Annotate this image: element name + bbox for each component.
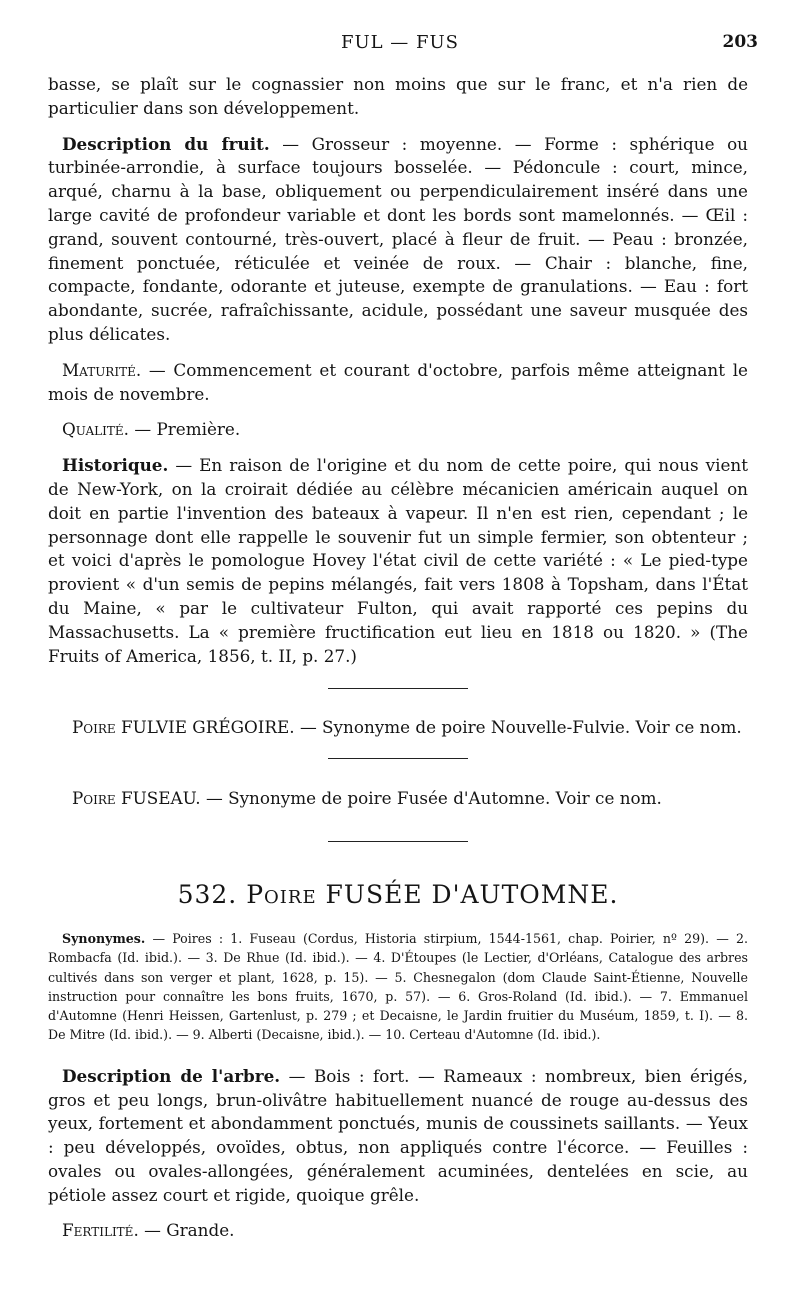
- synonymes-paragraph: [48, 929, 748, 1045]
- running-title: FUL — FUS: [340, 32, 460, 53]
- entry-prefix: Poire: [72, 717, 116, 738]
- arbre-heading: Description de l'arbre.: [62, 1065, 281, 1086]
- variety-title: [48, 880, 748, 909]
- arbre-text: — Bois : fort. — Rameaux : nombreux, bien érigés, gros et peu longs, brun-olivâtre habituellement nuancé de rouge au-dessus des yeux, fortement et abondamment ponctués, munis de coussinets saillants. — Yeux : peu développés, ovoïdes, obtus, non appliqués contre l'écorce. — Feuilles : ovales ou ovales-allongées, généralement acuminées, dentelées en scie, au pétiole assez court et rigide, quoique grêle.: [48, 1065, 748, 1205]
- historique-heading: Historique.: [62, 455, 169, 476]
- entry-name: FULVIE GRÉGOIRE.: [121, 717, 295, 738]
- fertilite-paragraph: [48, 1219, 748, 1243]
- page-number: 203: [722, 32, 758, 52]
- fruit-heading: Description du fruit.: [62, 133, 270, 154]
- variety-prefix: Poire: [246, 879, 317, 909]
- entry-name: FUSEAU.: [121, 788, 201, 809]
- entry-fulvie-gregoire: [48, 716, 748, 740]
- fruit-description: [48, 133, 748, 347]
- maturite-label: Maturité.: [62, 359, 142, 380]
- entry-fuseau: [48, 787, 748, 811]
- historique-text: — En raison de l'origine et du nom de cette poire, qui nous vient de New-York, on la croirait dédiée au célèbre mécanicien américain auquel on doit en partie l'invention des bateaux à vapeur. Il n'en est rien, cependant ; le personnage dont elle rappelle le souvenir fut un simple fermier, son obtenteur ; et voici d'après le pomologue Hovey l'état civil de cette variété : « Le pied-type provient « d'un semis de pepins mélangés, fait vers 1808 à Topsham, dans l'État du Maine, « par le cultivateur Fulton, qui avait rapporté ces pepins du Massachusetts. La « première fructification eut lieu en 1818 ou 1820. » (The Fruits of America, 1856, t. II, p. 27.): [48, 455, 748, 666]
- entry-text: — Synonyme de poire Nouvelle-Fulvie. Voir ce nom.: [299, 717, 742, 738]
- maturite-text: — Commencement et courant d'octobre, parfois même atteignant le mois de novembre.: [48, 359, 748, 404]
- arbre-description: [48, 1065, 748, 1208]
- synonymes-text: — Poires : 1. Fuseau (Cordus, Historia stirpium, 1544-1561, chap. Poirier, nº 29). — 2. Rombacfa (Id. ibid.). — 3. De Rhue (Id. ibid.). — 4. D'Étoupes (le Lectier, d'Orléans, Catalogue des arbres cultivés dans son verger et plant, 1628, p. 15). — 5. Chesnegalon (dom Claude Saint-Étienne, Nouvelle instruction pour connaître les bons fruits, 1670, p. 57). — 6. Gros-Roland (Id. ibid.). — 7. Emmanuel d'Automne (Henri Heissen, Gartenlust, p. 279 ; et Decaisne, le Jardin fruitier du Muséum, 1859, t. I). — 8. De Mitre (Id. ibid.). — 9. Alberti (Decaisne, ibid.). — 10. Certeau d'Automne (Id. ibid.).: [48, 930, 748, 1043]
- section-divider: [328, 841, 468, 842]
- section-divider: [328, 758, 468, 759]
- qualite-paragraph: [48, 418, 748, 442]
- running-header: [0, 32, 800, 58]
- historique-paragraph: [48, 454, 748, 668]
- variety-name: FUSÉE D'AUTOMNE.: [325, 879, 619, 909]
- synonymes-heading: Synonymes.: [62, 930, 146, 946]
- synonymes-block: [48, 929, 748, 1045]
- variety-number: 532.: [177, 879, 238, 909]
- fruit-text: — Grosseur : moyenne. — Forme : sphérique ou turbinée-arrondie, à surface toujours bosselée. — Pédoncule : court, mince, arqué, charnu à la base, obliquement ou perpendiculairement inséré dans une large cavité de profondeur variable et dont les bords sont mamelonnés. — Œil : grand, souvent contourné, très-ouvert, placé à fleur de fruit. — Peau : bronzée, finement ponctuée, réticulée et veinée de roux. — Chair : blanche, fine, compacte, fondante, odorante et juteuse, exempte de granulations. — Eau : fort abondante, sucrée, rafraîchissante, acidule, possédant une saveur musquée des plus délicates.: [48, 133, 748, 344]
- entry-prefix: Poire: [72, 788, 116, 809]
- page-body: [48, 73, 748, 1243]
- qualite-text: — Première.: [134, 419, 241, 440]
- fertilite-text: — Grande.: [144, 1220, 235, 1241]
- intro-paragraph: basse, se plaît sur le cognassier non moins que sur le franc, et n'a rien de particulier dans son développement.: [48, 74, 748, 118]
- section-divider: [328, 688, 468, 689]
- entry-text: — Synonyme de poire Fusée d'Automne. Voir ce nom.: [205, 788, 662, 809]
- qualite-label: Qualité.: [62, 419, 129, 440]
- maturite-paragraph: [48, 359, 748, 407]
- fertilite-label: Fertilité.: [62, 1220, 139, 1241]
